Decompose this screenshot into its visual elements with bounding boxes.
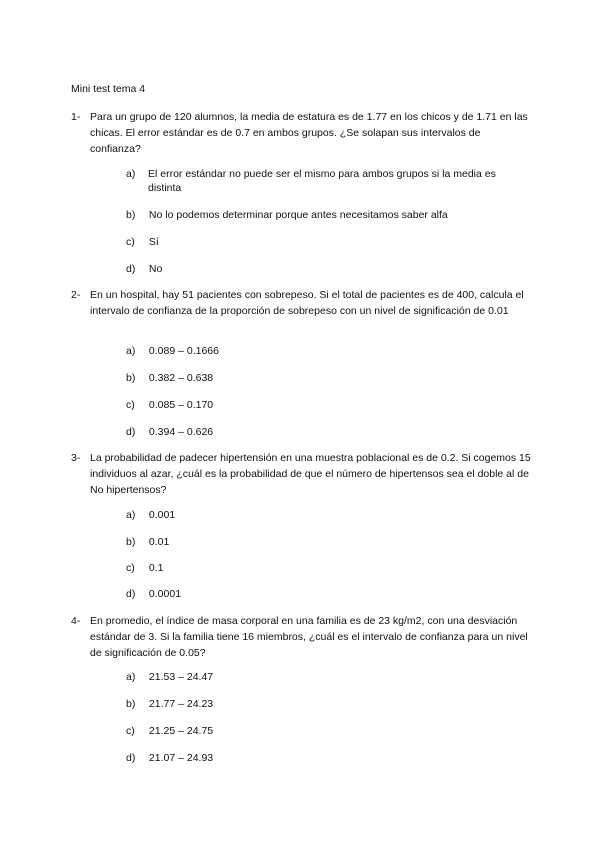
question-2-option-b [126,371,213,385]
question-4 [71,613,531,661]
question-1-option-d [126,262,162,276]
option-text: 0.1 [148,562,164,574]
option-letter: c) [126,725,135,737]
page-title: Mini test tema 4 [71,83,146,95]
question-2-option-c [126,398,213,412]
option-letter: c) [126,399,135,411]
option-letter: c) [126,236,135,248]
option-letter: c) [126,562,135,574]
option-letter: d) [126,588,136,600]
option-letter: d) [126,752,136,764]
question-1-option-a [126,167,526,195]
option-letter: b) [126,698,136,710]
option-text: 0.394 – 0.626 [148,426,214,438]
option-letter: b) [126,372,136,384]
question-3-option-c [126,561,164,575]
question-2 [71,287,531,319]
question-1-option-b [126,208,448,222]
option-letter: a) [126,671,136,683]
question-text: En promedio, el índice de masa corporal en una familia es de 23 kg/m2, con una desviación estándar de 3. Si la familia tiene 16 miembros, ¿cuál es el intervalo de confianza para un nivel de significación de 0.05? [90,615,528,659]
option-letter: a) [126,345,136,357]
option-text: Sí [148,236,159,248]
option-letter: d) [126,426,136,438]
option-text: 0.382 – 0.638 [148,372,214,384]
option-text: 21.77 – 24.23 [148,698,214,710]
question-1 [71,109,531,157]
question-3-option-b [126,535,169,549]
option-text: 21.07 – 24.93 [148,752,214,764]
option-text: No [148,263,163,275]
question-1-option-c [126,235,159,249]
question-3-option-d [126,587,181,601]
question-4-option-a [126,670,213,684]
question-2-option-d [126,425,213,439]
question-3-option-a [126,508,175,522]
option-text: 21.25 – 24.75 [148,725,214,737]
question-4-option-c [126,724,213,738]
option-letter: a) [126,168,136,180]
option-letter: b) [126,536,136,548]
option-text: 21.53 – 24.47 [148,671,214,683]
question-text: Para un grupo de 120 alumnos, la media de estatura es de 1.77 en los chicos y de 1.71 en las chicas. El error estándar es de 0.7 en ambos grupos. ¿Se solapan sus intervalos de confianza? [90,111,528,155]
question-4-option-b [126,697,213,711]
question-number: 4- [71,615,81,627]
option-text: No lo podemos determinar porque antes necesitamos saber alfa [148,209,448,221]
option-text: 0.0001 [148,588,182,600]
question-text: La probabilidad de padecer hipertensión en una muestra poblacional es de 0.2. Si cogemos 15 individuos al azar, ¿cuál es la probabilidad de que el número de hipertensos sea el doble al de No hipertensos? [90,452,531,496]
option-letter: b) [126,209,136,221]
option-text: 0.001 [148,509,176,521]
option-text: 0.089 – 0.1666 [148,345,219,357]
question-2-option-a [126,344,219,358]
option-text: El error estándar no puede ser el mismo para ambos grupos si la media es distinta [148,168,496,194]
question-number: 1- [71,111,81,123]
option-letter: d) [126,263,136,275]
option-letter: a) [126,509,136,521]
question-number: 2- [71,289,81,301]
question-text: En un hospital, hay 51 pacientes con sobrepeso. Si el total de pacientes es de 400, calcula el intervalo de confianza de la proporción de sobrepeso con un nivel de significación de 0.01 [90,289,524,317]
option-text: 0.01 [148,536,170,548]
option-text: 0.085 – 0.170 [148,399,214,411]
question-4-option-d [126,751,213,765]
question-number: 3- [71,452,81,464]
question-3 [71,450,531,498]
